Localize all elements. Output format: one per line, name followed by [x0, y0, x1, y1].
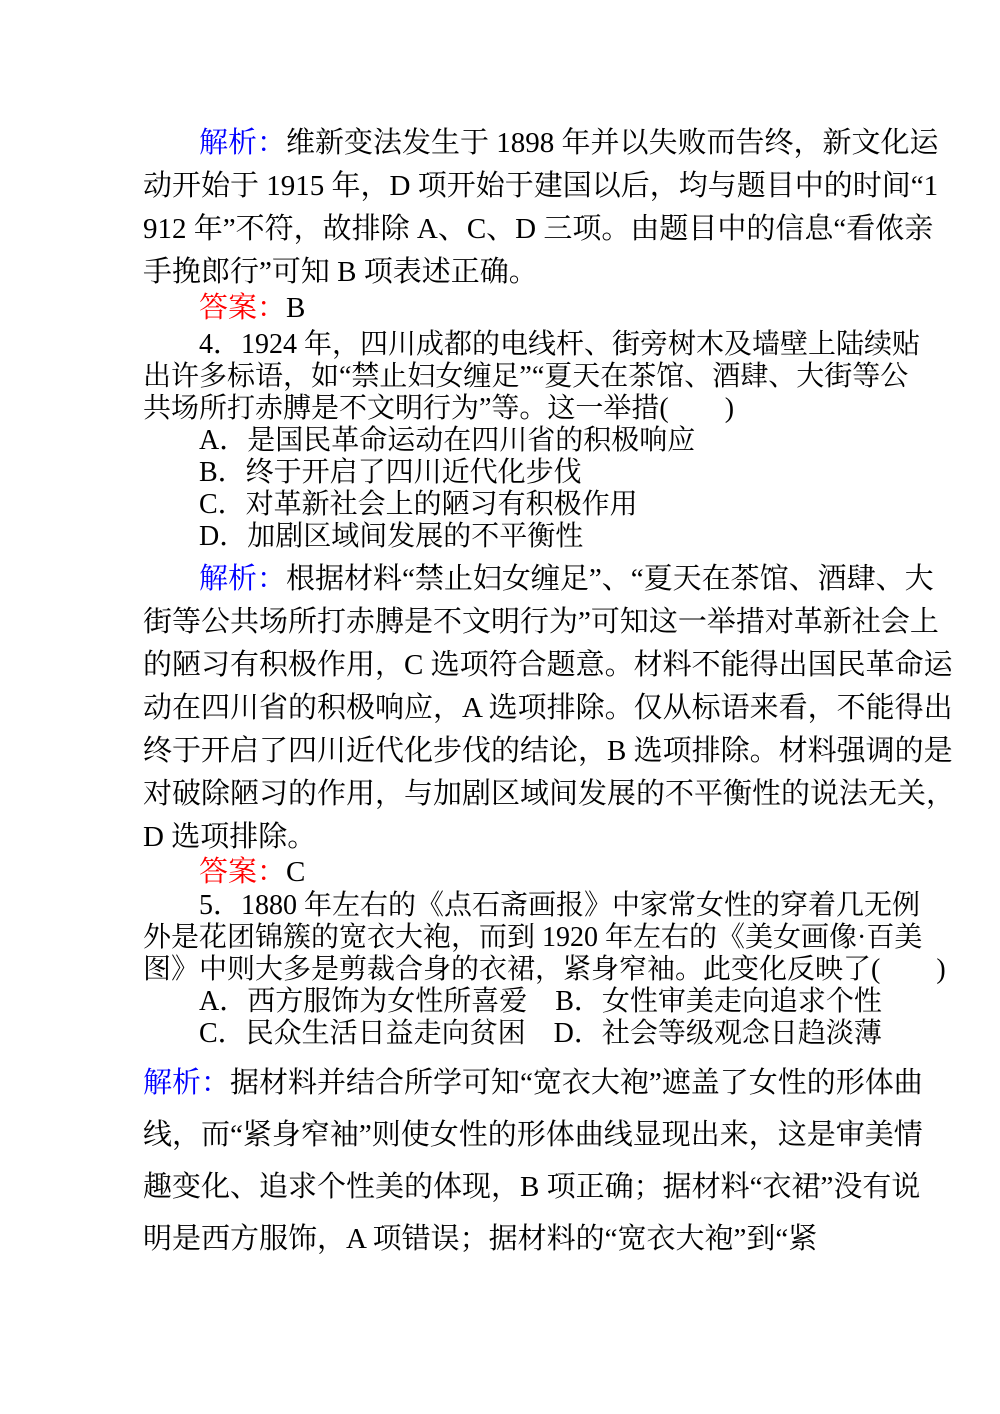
question-stem-line: 4．1924 年，四川成都的电线杆、街旁树木及墙壁上陆续贴: [199, 329, 921, 360]
option-a: A．是国民革命运动在四川省的积极响应: [199, 425, 696, 456]
analysis-paragraph-q5: [143, 1057, 923, 1265]
answer-line: [143, 292, 860, 324]
analysis-line: 对破除陋习的作用，与加剧区域间发展的不平衡性的说法无关，: [143, 778, 956, 810]
analysis-paragraph-q4: [143, 558, 956, 859]
answer-value: B: [286, 292, 306, 324]
option-b: B．终于开启了四川近代化步伐: [199, 457, 582, 488]
analysis-paragraph-q3: [143, 122, 939, 294]
option-row-cd: C．民众生活日益走向贫困 D．社会等级观念日趋淡薄: [199, 1018, 882, 1049]
analysis-line: 912 年”不符，故排除 A、C、D 三项。由题目中的信息“看侬亲: [143, 213, 934, 245]
analysis-line: [143, 558, 934, 601]
option-c: C．对革新社会上的陋习有积极作用: [199, 489, 638, 520]
question-stem-line: 图》中则大多是剪裁合身的衣裙，紧身窄袖。此变化反映了( ): [143, 954, 946, 985]
answer-value: C: [286, 856, 306, 888]
analysis-line: 动在四川省的积极响应，A 选项排除。仅从标语来看，不能得出: [143, 692, 953, 724]
analysis-line: 线，而“紧身窄袖”则使女性的形体曲线显现出来，这是审美情: [143, 1119, 923, 1151]
analysis-text: 根据材料“禁止妇女缠足”、“夏天在茶馆、酒肆、大: [286, 563, 934, 595]
analysis-line: D 选项排除。: [143, 821, 317, 853]
answer-label: 答案：: [199, 856, 287, 888]
question-stem-line: 5．1880 年左右的《点石斋画报》中家常女性的穿着几无例: [199, 890, 921, 921]
analysis-label: 解析：: [199, 127, 287, 159]
analysis-line: 手挽郎行”可知 B 项表述正确。: [143, 256, 538, 288]
analysis-label: 解析：: [143, 1067, 231, 1099]
analysis-line: [143, 1057, 923, 1109]
option-d: D．加剧区域间发展的不平衡性: [199, 521, 584, 552]
analysis-text: 维新变法发生于 1898 年并以失败而告终，新文化运: [286, 127, 939, 159]
answer-line-q4: [143, 856, 860, 888]
analysis-text: 据材料并结合所学可知“宽衣大袍”遮盖了女性的形体曲: [230, 1067, 923, 1099]
analysis-line: 街等公共场所打赤膊是不文明行为”可知这一举措对革新社会上: [143, 606, 939, 638]
question-4: [143, 329, 921, 553]
analysis-line: 的陋习有积极作用，C 选项符合题意。材料不能得出国民革命运: [143, 649, 953, 681]
answer-line: [143, 856, 860, 888]
question-stem-line: 出许多标语，如“禁止妇女缠足”“夏天在茶馆、酒肆、大街等公: [143, 361, 909, 392]
analysis-line: 明是西方服饰，A 项错误；据材料的“宽衣大袍”到“紧: [143, 1223, 818, 1255]
analysis-line: 动开始于 1915 年，D 项开始于建国以后，均与题目中的时间“1: [143, 170, 939, 202]
question-stem-line: 共场所打赤膊是不文明行为”等。这一举措( ): [143, 393, 735, 424]
answer-label: 答案：: [199, 292, 287, 324]
analysis-line: 趣变化、追求个性美的体现，B 项正确；据材料“衣裙”没有说: [143, 1171, 921, 1203]
answer-line-q3: [143, 292, 860, 324]
analysis-line: [143, 122, 939, 165]
analysis-line: 终于开启了四川近代化步伐的结论，B 选项排除。材料强调的是: [143, 735, 953, 767]
option-row-ab: A．西方服饰为女性所喜爱 B．女性审美走向追求个性: [199, 986, 882, 1017]
question-stem-line: 外是花团锦簇的宽衣大袍，而到 1920 年左右的《美女画像·百美: [143, 922, 923, 953]
analysis-label: 解析：: [199, 563, 287, 595]
question-5: [143, 890, 946, 1050]
